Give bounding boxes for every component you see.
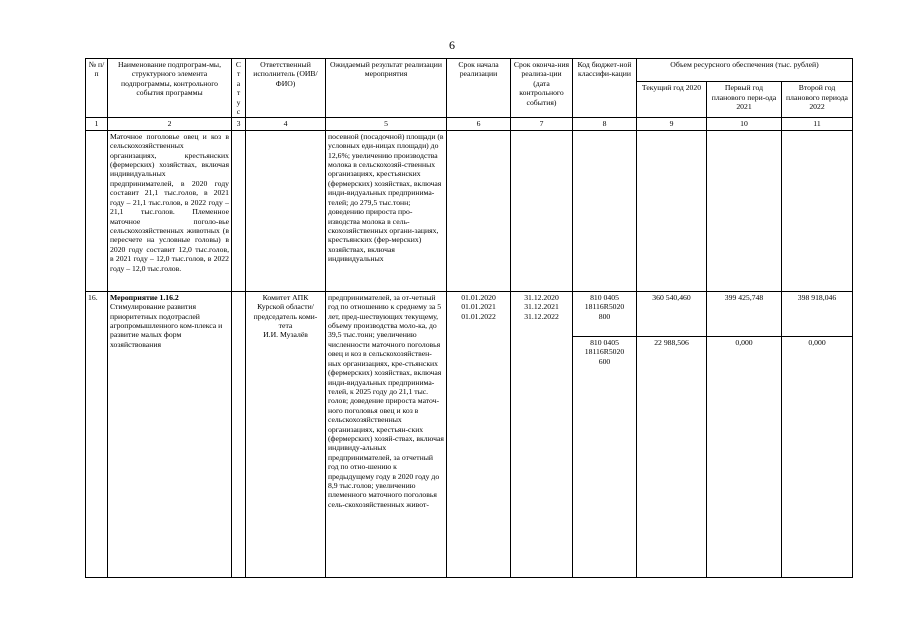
column-number: 1 (86, 118, 108, 130)
column-number: 4 (246, 118, 326, 130)
measure-status-cell (232, 291, 246, 577)
column-number-row (86, 118, 853, 130)
header-budget-code: Код бюджет-ной классифи-кации (573, 59, 637, 118)
column-number: 6 (447, 118, 511, 130)
column-number: 7 (511, 118, 573, 130)
column-number: 10 (707, 118, 782, 130)
column-number: 5 (326, 118, 447, 130)
budget-2-y2020: 22 988,506 (637, 336, 707, 577)
cont-executor-cell (246, 130, 326, 291)
header-year-current: Текущий год 2020 (637, 82, 707, 118)
column-number: 11 (782, 118, 853, 130)
program-table (85, 58, 853, 578)
cont-result-cell: посевной (посадочной) площади (в условных еди-ницах площади) до 12,6%; увеличению производства молока в сельскохозяй-ственных организациях, крестьянских (фермерских) хозяйствах, включая инди-видуальных предпринима-телей; до 279,5 тыс.тонн; доведению прироста про-изводства молока в сель-скохозяйственных органи-зациях, крестьянских (фер-мерских) хозяйствах, включая индивидуальных (326, 130, 447, 291)
column-number: 3 (232, 118, 246, 130)
header-status: С т а т у с (232, 59, 246, 118)
cont-number-cell (86, 130, 108, 291)
header-row-1 (86, 59, 853, 82)
budget-1-y2022: 398 918,046 (782, 291, 853, 336)
measure-title: Мероприятие 1.16.2 (110, 292, 179, 302)
header-number: № п/п (86, 59, 108, 118)
measure-end-dates: 31.12.2020 31.12.2021 31.12.2022 (511, 291, 573, 577)
continuation-row (86, 130, 853, 291)
header-name: Наименование подпрограм-мы, структурного элемента подпрограммы, контрольного события программы (108, 59, 232, 118)
cont-y2022-cell (782, 130, 853, 291)
measure-number: 16. (86, 291, 108, 577)
header-year-second: Второй год планового периода 2022 (782, 82, 853, 118)
cont-name-cell: Маточное поголовье овец и коз в сельскохозяйственных организациях, крестьянских (фермерских) хозяйствах, включая индивидуальных предпринимателей, в 2020 году составит 21,1 тыс.голов, в 2021 году – 21,1 тыс.голов, в 2022 году – 21,1 тыс.голов. Племенное маточное поголо-вье сельскохозяйственных животных (в пересчете на условные головы) в 2020 году составит 12,0 тыс.голов, в 2021 году – 12,0 тыс.голов, в 2022 году – 12,0 тыс.голов. (108, 130, 232, 291)
budget-2-y2021: 0,000 (707, 336, 782, 577)
column-number: 2 (108, 118, 232, 130)
measure-row-16 (86, 291, 853, 336)
header-result: Ожидаемый результат реализации мероприятия (326, 59, 447, 118)
page-number: 6 (449, 38, 455, 52)
cont-status-cell (232, 130, 246, 291)
budget-1-y2020: 360 540,460 (637, 291, 707, 336)
cont-y2021-cell (707, 130, 782, 291)
header-executor: Ответственный исполнитель (ОИВ/ФИО) (246, 59, 326, 118)
measure-name-cell (108, 291, 232, 577)
column-number: 9 (637, 118, 707, 130)
header-end: Срок оконча-ния реализа-ции (дата контрольного события) (511, 59, 573, 118)
budget-2-y2022: 0,000 (782, 336, 853, 577)
measure-executor: Комитет АПК Курской области/ председатель коми- тета И.И. Музалёв (246, 291, 326, 577)
budget-code-1: 810 0405 18116R5020 800 (573, 291, 637, 336)
measure-start-dates: 01.01.2020 01.01.2021 01.01.2022 (447, 291, 511, 577)
header-start: Срок начала реализации (447, 59, 511, 118)
cont-start-cell (447, 130, 511, 291)
measure-description: Стимулирование развития приоритетных подотраслей агропромышленного ком-плекса и развитие малых форм хозяйствования (110, 302, 223, 349)
header-resources: Объем ресурсного обеспечения (тыс. рублей) (637, 59, 853, 82)
header-year-first: Первый год планового пери-ода 2021 (707, 82, 782, 118)
cont-code-cell (573, 130, 637, 291)
cont-end-cell (511, 130, 573, 291)
column-number: 8 (573, 118, 637, 130)
measure-result: предпринимателей, за от-четный год по отношению к среднему за 5 лет, пред-шествующих текущему, объему производства моло-ка, до 39,5 тыс.тонн; увеличению численности маточного поголовья овец и коз в сельскохозяйствен-ных организациях, кре-стьянских (фермерских) хозяйствах, включая инди-видуальных предпринима-телей, к 2025 году до 21,1 тыс. голов; доведение прироста маточ-ного поголовья овец и коз в сельскохозяйственных организациях, крестьян-ских (фермерских) хозяй-ствах, включая индивиду-альных предпринимателей, за отчетный год по отно-шению к предыдущему году в 2020 году до 8,9 тыс.голов; увеличению племенного маточного поголовья сель-скохозяйственных живот- (326, 291, 447, 577)
budget-code-2: 810 0405 18116R5020 600 (573, 336, 637, 577)
cont-y2020-cell (637, 130, 707, 291)
budget-1-y2021: 399 425,748 (707, 291, 782, 336)
